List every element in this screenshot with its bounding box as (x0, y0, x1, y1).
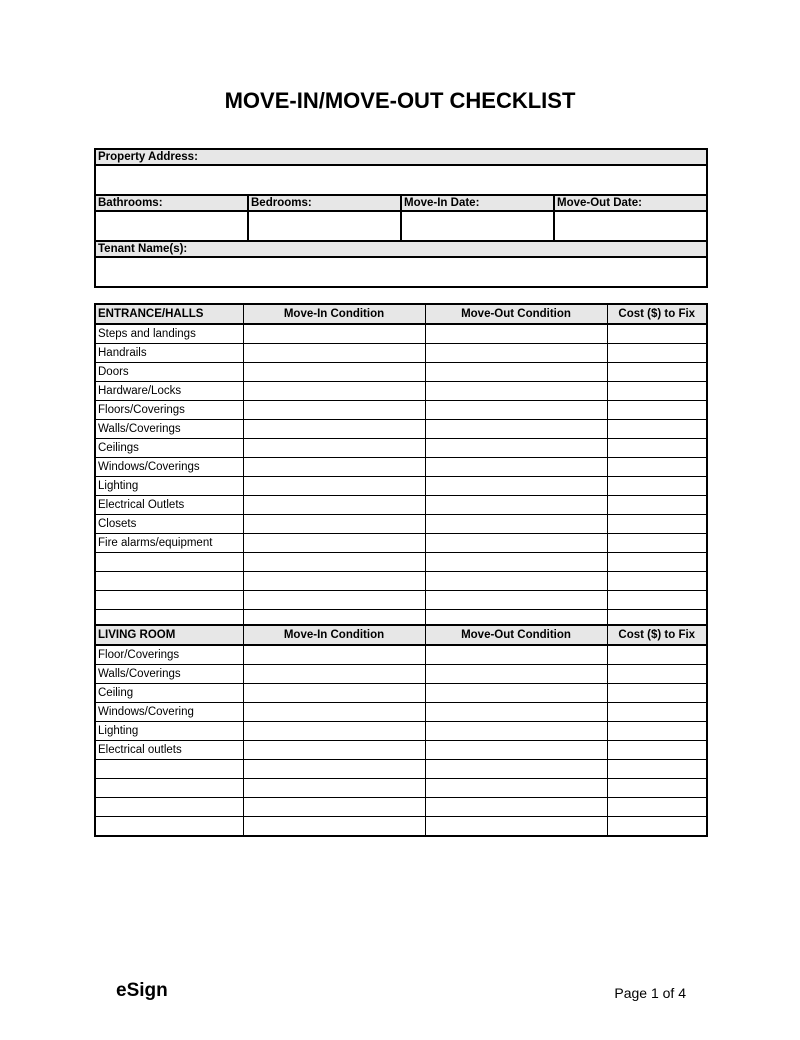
checklist-row (95, 324, 707, 344)
checklist-row (95, 458, 707, 477)
item-label: Handrails (95, 344, 243, 363)
item-label: Steps and landings (95, 324, 243, 344)
move-out-condition-cell[interactable] (425, 553, 607, 572)
move-in-condition-cell[interactable] (243, 439, 425, 458)
move-out-condition-header: Move-Out Condition (425, 625, 607, 645)
section-header-row (95, 625, 707, 645)
item-label: Electrical outlets (95, 741, 243, 760)
item-label (95, 553, 243, 572)
move-in-condition-cell[interactable] (243, 703, 425, 722)
move-out-condition-cell[interactable] (425, 817, 607, 837)
checklist-row (95, 703, 707, 722)
move-out-condition-cell[interactable] (425, 703, 607, 722)
move-in-condition-cell[interactable] (243, 798, 425, 817)
cost-to-fix-cell[interactable] (607, 645, 707, 665)
move-in-condition-cell[interactable] (243, 760, 425, 779)
move-out-condition-cell[interactable] (425, 458, 607, 477)
move-out-condition-cell[interactable] (425, 344, 607, 363)
move-out-date-label: Move-Out Date: (554, 195, 707, 211)
move-in-condition-cell[interactable] (243, 515, 425, 534)
living-room-table (94, 624, 708, 837)
checklist-row (95, 665, 707, 684)
checklist-row (95, 572, 707, 591)
cost-to-fix-cell[interactable] (607, 722, 707, 741)
item-label: Walls/Coverings (95, 420, 243, 439)
cost-to-fix-cell[interactable] (607, 665, 707, 684)
move-out-condition-cell[interactable] (425, 798, 607, 817)
move-in-date-field[interactable] (401, 211, 554, 241)
move-in-condition-cell[interactable] (243, 382, 425, 401)
cost-to-fix-cell[interactable] (607, 363, 707, 382)
move-in-condition-cell[interactable] (243, 665, 425, 684)
checklist-row (95, 363, 707, 382)
item-label: Doors (95, 363, 243, 382)
move-out-condition-cell[interactable] (425, 591, 607, 610)
cost-to-fix-cell[interactable] (607, 591, 707, 610)
cost-to-fix-cell[interactable] (607, 703, 707, 722)
move-out-condition-cell[interactable] (425, 477, 607, 496)
cost-to-fix-cell[interactable] (607, 496, 707, 515)
checklist-row (95, 779, 707, 798)
item-label: Ceilings (95, 439, 243, 458)
checklist-row (95, 496, 707, 515)
esign-logo: eSign (116, 980, 168, 1001)
checklist-row (95, 515, 707, 534)
bedrooms-label: Bedrooms: (248, 195, 401, 211)
move-out-condition-cell[interactable] (425, 760, 607, 779)
move-in-condition-header: Move-In Condition (243, 625, 425, 645)
cost-to-fix-cell[interactable] (607, 477, 707, 496)
checklist-row (95, 645, 707, 665)
entrance-halls-table (94, 303, 708, 630)
cost-to-fix-cell[interactable] (607, 382, 707, 401)
move-in-condition-cell[interactable] (243, 534, 425, 553)
item-label (95, 572, 243, 591)
cost-to-fix-cell[interactable] (607, 401, 707, 420)
cost-to-fix-cell[interactable] (607, 344, 707, 363)
cost-to-fix-cell[interactable] (607, 760, 707, 779)
bathrooms-field[interactable] (95, 211, 248, 241)
move-in-condition-cell[interactable] (243, 420, 425, 439)
checklist-row (95, 760, 707, 779)
tenant-names-field[interactable] (95, 257, 707, 287)
move-out-condition-header: Move-Out Condition (425, 304, 607, 324)
move-out-condition-cell[interactable] (425, 722, 607, 741)
page-number: Page 1 of 4 (614, 985, 686, 1001)
move-out-condition-cell[interactable] (425, 363, 607, 382)
item-label: Lighting (95, 722, 243, 741)
move-out-condition-cell[interactable] (425, 382, 607, 401)
cost-to-fix-cell[interactable] (607, 798, 707, 817)
item-label: Ceiling (95, 684, 243, 703)
move-in-condition-cell[interactable] (243, 572, 425, 591)
property-info-table (94, 148, 708, 288)
property-address-label: Property Address: (95, 149, 707, 165)
checklist-row (95, 344, 707, 363)
checklist-row (95, 553, 707, 572)
checklist-row (95, 534, 707, 553)
move-in-condition-cell[interactable] (243, 553, 425, 572)
move-out-condition-cell[interactable] (425, 420, 607, 439)
move-in-condition-cell[interactable] (243, 645, 425, 665)
checklist-row (95, 722, 707, 741)
move-out-date-field[interactable] (554, 211, 707, 241)
cost-to-fix-header: Cost ($) to Fix (607, 304, 707, 324)
item-label (95, 760, 243, 779)
move-in-condition-cell[interactable] (243, 344, 425, 363)
move-out-condition-cell[interactable] (425, 779, 607, 798)
move-in-condition-cell[interactable] (243, 496, 425, 515)
move-out-condition-cell[interactable] (425, 665, 607, 684)
item-label: Fire alarms/equipment (95, 534, 243, 553)
checklist-row (95, 420, 707, 439)
item-label: Floor/Coverings (95, 645, 243, 665)
cost-to-fix-header: Cost ($) to Fix (607, 625, 707, 645)
item-label: Windows/Covering (95, 703, 243, 722)
move-in-condition-cell[interactable] (243, 591, 425, 610)
checklist-row (95, 401, 707, 420)
move-out-condition-cell[interactable] (425, 401, 607, 420)
checklist-row (95, 591, 707, 610)
move-in-condition-cell[interactable] (243, 741, 425, 760)
cost-to-fix-cell[interactable] (607, 420, 707, 439)
cost-to-fix-cell[interactable] (607, 439, 707, 458)
item-label: Electrical Outlets (95, 496, 243, 515)
cost-to-fix-cell[interactable] (607, 324, 707, 344)
checklist-row (95, 439, 707, 458)
checklist-row (95, 684, 707, 703)
move-in-condition-header: Move-In Condition (243, 304, 425, 324)
section-heading: LIVING ROOM (95, 625, 243, 645)
checklist-row (95, 477, 707, 496)
move-in-condition-cell[interactable] (243, 324, 425, 344)
checklist-row (95, 798, 707, 817)
item-label (95, 817, 243, 837)
item-label: Lighting (95, 477, 243, 496)
move-out-condition-cell[interactable] (425, 439, 607, 458)
page-title: MOVE-IN/MOVE-OUT CHECKLIST (224, 88, 576, 113)
item-label (95, 798, 243, 817)
move-in-condition-cell[interactable] (243, 458, 425, 477)
item-label (95, 591, 243, 610)
cost-to-fix-cell[interactable] (607, 458, 707, 477)
move-out-condition-cell[interactable] (425, 684, 607, 703)
move-in-condition-cell[interactable] (243, 401, 425, 420)
move-in-condition-cell[interactable] (243, 817, 425, 837)
move-in-condition-cell[interactable] (243, 363, 425, 382)
move-out-condition-cell[interactable] (425, 645, 607, 665)
cost-to-fix-cell[interactable] (607, 572, 707, 591)
cost-to-fix-cell[interactable] (607, 553, 707, 572)
item-label (95, 779, 243, 798)
checklist-row (95, 382, 707, 401)
property-address-field[interactable] (95, 165, 707, 195)
move-out-condition-cell[interactable] (425, 496, 607, 515)
cost-to-fix-cell[interactable] (607, 684, 707, 703)
move-in-date-label: Move-In Date: (401, 195, 554, 211)
tenant-names-label: Tenant Name(s): (95, 241, 707, 257)
move-in-condition-cell[interactable] (243, 477, 425, 496)
move-out-condition-cell[interactable] (425, 741, 607, 760)
move-out-condition-cell[interactable] (425, 515, 607, 534)
cost-to-fix-cell[interactable] (607, 741, 707, 760)
section-header-row (95, 304, 707, 324)
checklist-row (95, 741, 707, 760)
cost-to-fix-cell[interactable] (607, 817, 707, 837)
checklist-row (95, 817, 707, 837)
section-heading: ENTRANCE/HALLS (95, 304, 243, 324)
item-label: Windows/Coverings (95, 458, 243, 477)
item-label: Walls/Coverings (95, 665, 243, 684)
move-out-condition-cell[interactable] (425, 534, 607, 553)
move-out-condition-cell[interactable] (425, 324, 607, 344)
move-out-condition-cell[interactable] (425, 572, 607, 591)
move-in-condition-cell[interactable] (243, 779, 425, 798)
move-in-condition-cell[interactable] (243, 684, 425, 703)
bedrooms-field[interactable] (248, 211, 401, 241)
cost-to-fix-cell[interactable] (607, 515, 707, 534)
item-label: Closets (95, 515, 243, 534)
cost-to-fix-cell[interactable] (607, 779, 707, 798)
bathrooms-label: Bathrooms: (95, 195, 248, 211)
cost-to-fix-cell[interactable] (607, 534, 707, 553)
item-label: Floors/Coverings (95, 401, 243, 420)
item-label: Hardware/Locks (95, 382, 243, 401)
move-in-condition-cell[interactable] (243, 722, 425, 741)
